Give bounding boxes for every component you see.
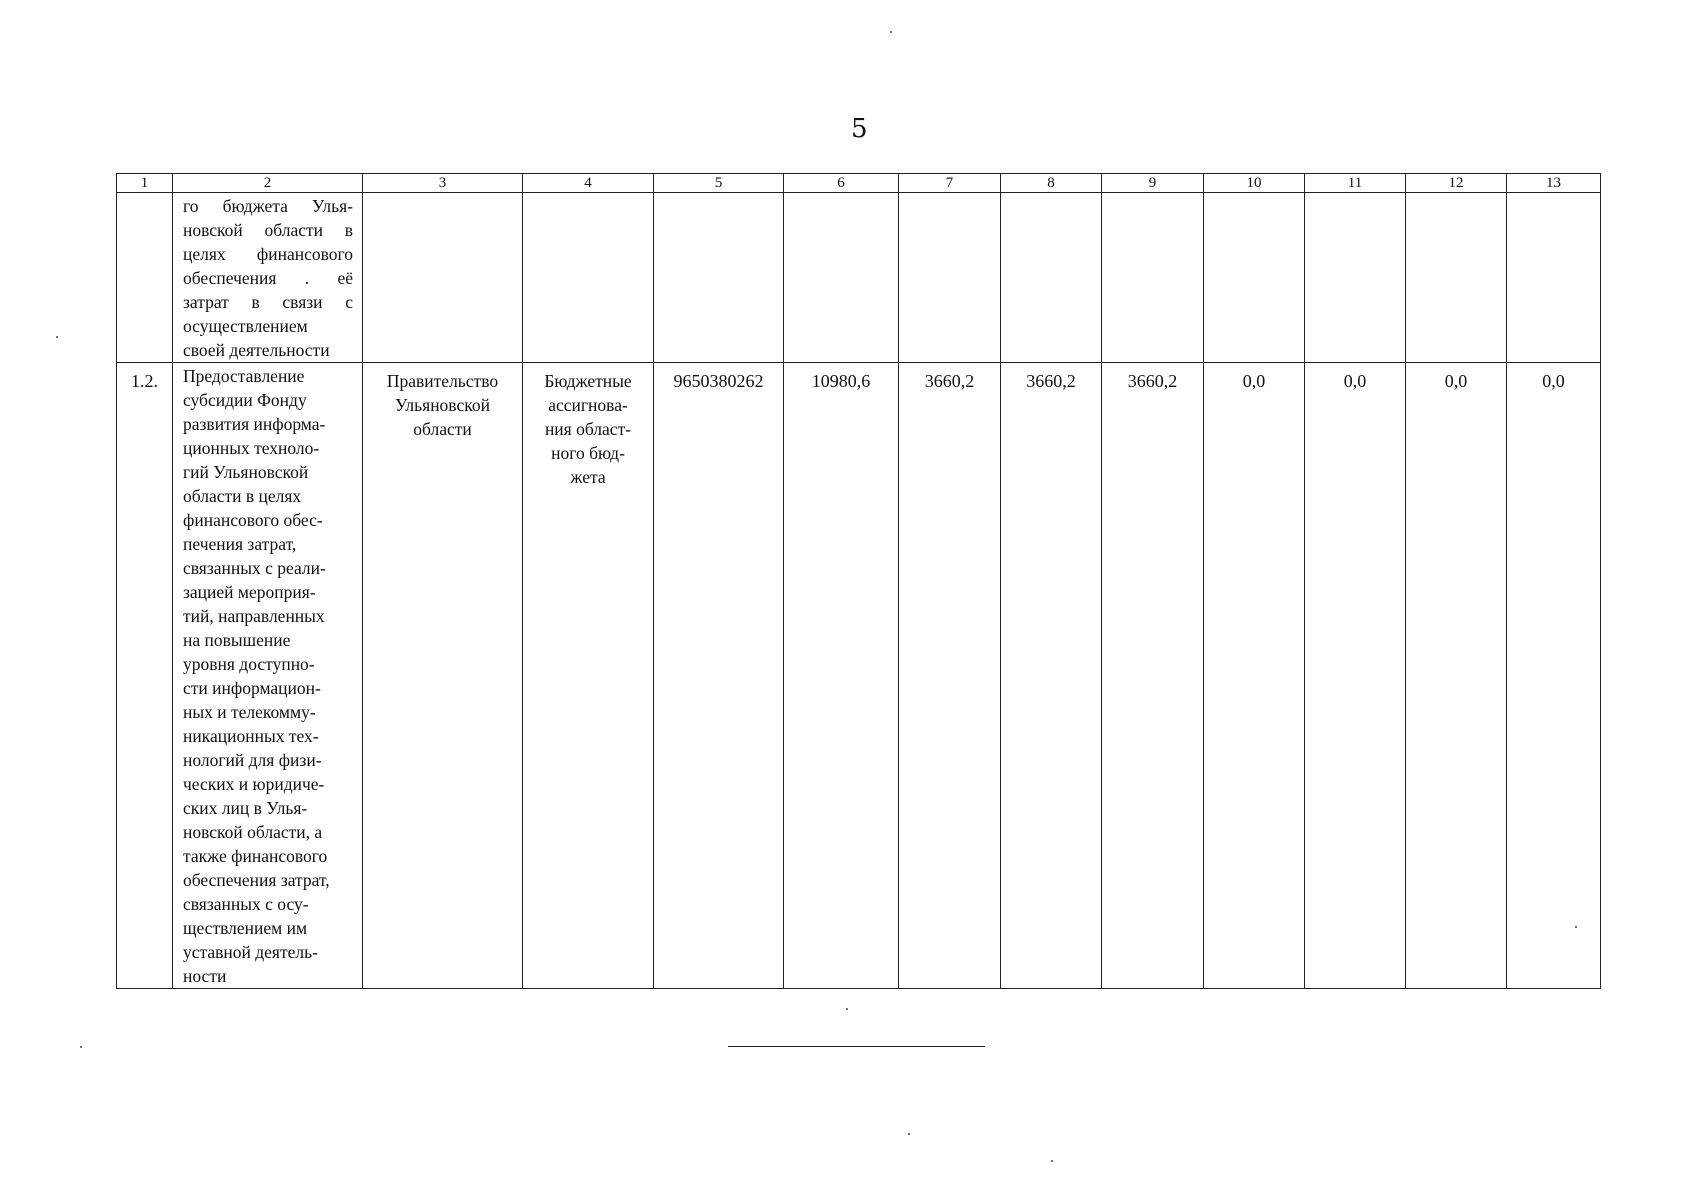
description-line: уставной деятель- — [183, 942, 318, 962]
year-value: 3660,2 — [924, 371, 975, 391]
description-line: своей деятельности — [183, 340, 330, 360]
column-number-row — [117, 174, 1601, 193]
column-number: 2 — [173, 174, 363, 193]
description-text — [173, 193, 362, 362]
description-line: ности — [183, 966, 227, 986]
year-value: 0,0 — [1242, 371, 1266, 391]
code-value: 9650380262 — [673, 371, 764, 391]
scan-speck — [846, 1008, 848, 1010]
description-line: развития информа- — [183, 414, 326, 434]
description-line: тий, направленных — [183, 606, 325, 626]
year-value: 0,0 — [1343, 371, 1367, 391]
scan-speck — [908, 1133, 910, 1135]
column-number: 5 — [654, 174, 784, 193]
description-line: области в целях — [183, 486, 302, 506]
description-line: ционных техноло- — [183, 438, 320, 458]
scan-speck — [890, 31, 892, 33]
value-cell — [1102, 193, 1204, 363]
description-line: зацией мероприя- — [183, 582, 316, 602]
value-cell — [899, 193, 1001, 363]
column-number: 11 — [1305, 174, 1406, 193]
source-text: Бюджетные ассигнова- ния област- ного бюд- жета — [544, 371, 632, 487]
description-cell — [173, 193, 363, 363]
scan-speck — [1051, 1160, 1053, 1162]
scan-speck — [80, 1046, 82, 1048]
description-line: новской области, а — [183, 822, 323, 842]
column-number: 6 — [784, 174, 899, 193]
total-value: 10980,6 — [811, 371, 871, 391]
description-line: затрат в связи с — [183, 292, 353, 312]
description-line: целях финансового — [183, 244, 353, 264]
column-number: 9 — [1102, 174, 1204, 193]
total-cell — [784, 193, 899, 363]
description-line: уровня доступно- — [183, 654, 315, 674]
description-line: финансового обес- — [183, 510, 323, 530]
description-line: ществлением им — [183, 918, 308, 938]
scan-speck — [56, 336, 58, 338]
description-line: го бюджета Улья- — [183, 196, 353, 216]
scan-speck — [1575, 926, 1577, 928]
column-number: 1 — [117, 174, 173, 193]
description-line: сти информацион- — [183, 678, 321, 698]
executor-text: Правительство Ульяновской области — [386, 371, 499, 439]
description-line: никационных тех- — [183, 726, 319, 746]
table-row — [117, 363, 1601, 989]
separator-line — [728, 1046, 985, 1047]
column-number: 4 — [523, 174, 654, 193]
description-line: осуществлением — [183, 316, 308, 336]
description-line: обеспечения . её — [183, 268, 353, 288]
year-value: 0,0 — [1542, 371, 1565, 391]
source-cell — [523, 193, 654, 363]
description-line: Предоставление — [183, 366, 305, 386]
description-line: новской области в — [183, 220, 353, 240]
continuation-row — [117, 193, 1601, 363]
code-cell — [654, 193, 784, 363]
row-index: 1.2. — [131, 371, 158, 391]
year-value: 3660,2 — [1127, 371, 1178, 391]
column-number: 10 — [1204, 174, 1305, 193]
value-cell — [1406, 193, 1507, 363]
value-cell — [1204, 193, 1305, 363]
value-cell — [1305, 193, 1406, 363]
description-line: ных и телекомму- — [183, 702, 316, 722]
column-number: 12 — [1406, 174, 1507, 193]
description-line: гий Ульяновской — [183, 462, 309, 482]
description-line: связанных с реали- — [183, 558, 326, 578]
description-text — [173, 363, 362, 988]
description-line: нологий для физи- — [183, 750, 322, 770]
column-number: 7 — [899, 174, 1001, 193]
description-line: ческих и юридиче- — [183, 774, 325, 794]
budget-table — [116, 173, 1601, 989]
index-cell — [117, 193, 173, 363]
description-line: субсидии Фонду — [183, 390, 307, 410]
year-value: 0,0 — [1444, 371, 1468, 391]
column-number: 13 — [1507, 174, 1601, 193]
year-value: 3660,2 — [1026, 371, 1076, 391]
description-line: на повышение — [183, 630, 291, 650]
description-line: связанных с осу- — [183, 894, 309, 914]
description-line: также финансового — [183, 846, 328, 866]
description-line: печения затрат, — [183, 534, 297, 554]
column-number: 8 — [1001, 174, 1102, 193]
value-cell — [1001, 193, 1102, 363]
page-number: 5 — [851, 114, 868, 144]
column-number: 3 — [363, 174, 523, 193]
value-cell — [1507, 193, 1601, 363]
description-line: обеспечения затрат, — [183, 870, 330, 890]
description-line: ских лиц в Улья- — [183, 798, 308, 818]
executor-cell — [363, 193, 523, 363]
